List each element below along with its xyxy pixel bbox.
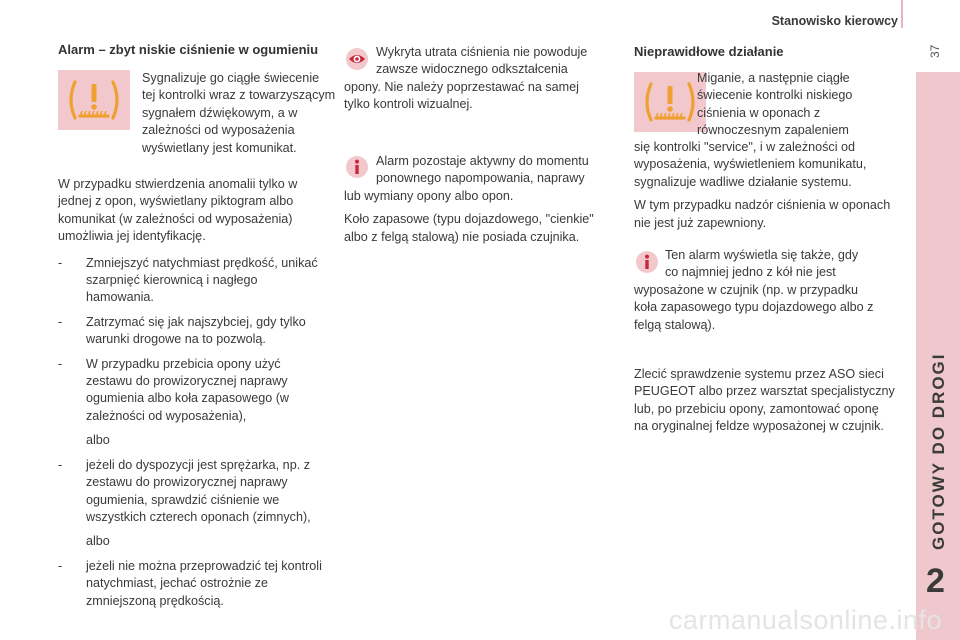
eye-icon [346, 48, 368, 70]
malfunction-intro-line-1: Miganie, a następnie ciągłe [697, 71, 850, 85]
chapter-label-text: GOTOWY DO DROGI [929, 352, 948, 550]
malfunction-intro-line-7: sygnalizuje wadliwe działanie systemu. [634, 174, 852, 189]
sensor-note-line-2: co najmniej jedno z kół nie jest [665, 265, 836, 280]
malfunction-heading: Nieprawidłowe działanie [634, 44, 784, 59]
page-number: 37 [928, 44, 942, 58]
sensor-note-line-3: wyposażone w czujnik (np. w przypadku [634, 283, 858, 297]
list-item: - Zmniejszyć natychmiast prędkość, unikać szarpnięć kierownicą i nagłego hamowania. [58, 255, 318, 305]
malfunction-intro-line-2: świecenie kontrolki niskiego [697, 88, 853, 103]
info-note-line-2: ponownego napompowania, naprawy [376, 171, 585, 186]
list-item: - jeżeli nie można przeprowadzić tej kontroli natychmiast, jechać ostrożnie ze zmniejszoną prędkością. [58, 558, 322, 608]
spare-wheel-paragraph: Koło zapasowe (typu dojazdowego, "cienkie" albo z felgą stalową) nie posiada czujnika. [344, 212, 594, 244]
warning-intro-line-5: wyświetlany jest komunikat. [142, 140, 297, 155]
info-note-line-1: Alarm pozostaje aktywny do momentu [376, 154, 589, 168]
tyre-pressure-warning-icon [58, 70, 130, 130]
malfunction-intro-line-4: równoczesnym zapaleniem [697, 123, 849, 138]
tyre-pressure-warning-icon [634, 72, 706, 132]
header-divider [901, 0, 903, 28]
info-icon-bg [636, 251, 658, 273]
chapter-number: 2 [926, 562, 945, 600]
chapter-label [924, 346, 952, 550]
alarm-heading: Alarm – zbyt niskie ciśnienie w ogumieniu [58, 42, 319, 57]
watermark: carmanualsonline.info [668, 605, 942, 635]
warning-intro-line-3: sygnałem dźwiękowym, a w [142, 105, 298, 120]
eye-note-line-2: zawsze widocznego odkształcenia [376, 62, 568, 77]
service-paragraph: Zlecić sprawdzenie systemu przez ASO sieci PEUGEOT albo przez warsztat specjalistyczny lub, po przebiciu opony, zamontować oponę na oryginalnej feldze wyposażonej w czujnik. [634, 367, 895, 434]
list-item: - jeżeli do dyspozycji jest sprężarka, np. z zestawu do prowizorycznej naprawy ogumienia, sprawdzić ciśnienie we wszystkich czterech oponach (zimnych), [58, 457, 311, 524]
eye-icon-bg [346, 48, 368, 70]
eye-note-line-1: Wykryta utrata ciśnienia nie powoduje [376, 45, 588, 59]
info-icon [346, 156, 368, 178]
sensor-note-line-1: Ten alarm wyświetla się także, gdy [665, 248, 859, 262]
eye-note-line-3: opony. Nie należy poprzestawać na samej [344, 80, 579, 94]
list-item: - W przypadku przebicia opony użyć zestawu do prowizorycznej naprawy ogumienia albo koła zapasowego (w zależności od wyposażenia), [58, 356, 290, 423]
warning-icon-box [58, 70, 130, 130]
list-item: albo [86, 534, 110, 549]
warning-intro-line-2: tej kontrolki wraz z towarzyszącym [142, 88, 336, 103]
malfunction-intro-line-3: ciśnienia w oponach z [697, 105, 821, 120]
list-item: - Zatrzymać się jak najszybciej, gdy tylko warunki drogowe na to pozwolą. [58, 314, 306, 347]
info-icon [636, 251, 658, 273]
list-item: albo [86, 433, 110, 448]
monitoring-paragraph: W tym przypadku nadzór ciśnienia w oponach nie jest już zapewniony. [634, 198, 891, 230]
anomaly-paragraph: W przypadku stwierdzenia anomalii tylko w jednej z opon, wyświetlany piktogram albo komunikat (w zależności od wyposażenia) umożliwia jej identyfikację. [58, 177, 298, 244]
info-icon-bg [346, 156, 368, 178]
sensor-note-line-4: koła zapasowego typu dojazdowego albo z [634, 300, 874, 315]
eye-note-line-4: tylko kontroli wizualnej. [344, 97, 473, 112]
sensor-note-line-5: felgą stalową). [634, 317, 716, 332]
action-list [58, 255, 326, 610]
malfunction-intro-line-6: wyposażenia, wyświetleniem komunikatu, [634, 157, 867, 172]
warning-intro-line-1: Sygnalizuje go ciągłe świecenie [142, 71, 320, 85]
info-note-line-3: lub wymiany opony albo opon. [344, 189, 514, 203]
section-title: Stanowisko kierowcy [771, 14, 898, 28]
warning-intro-line-4: zależności od wyposażenia [142, 123, 295, 138]
malfunction-intro-line-5: się kontrolki "service", i w zależności od [634, 140, 856, 154]
malfunction-icon-box [634, 72, 706, 132]
